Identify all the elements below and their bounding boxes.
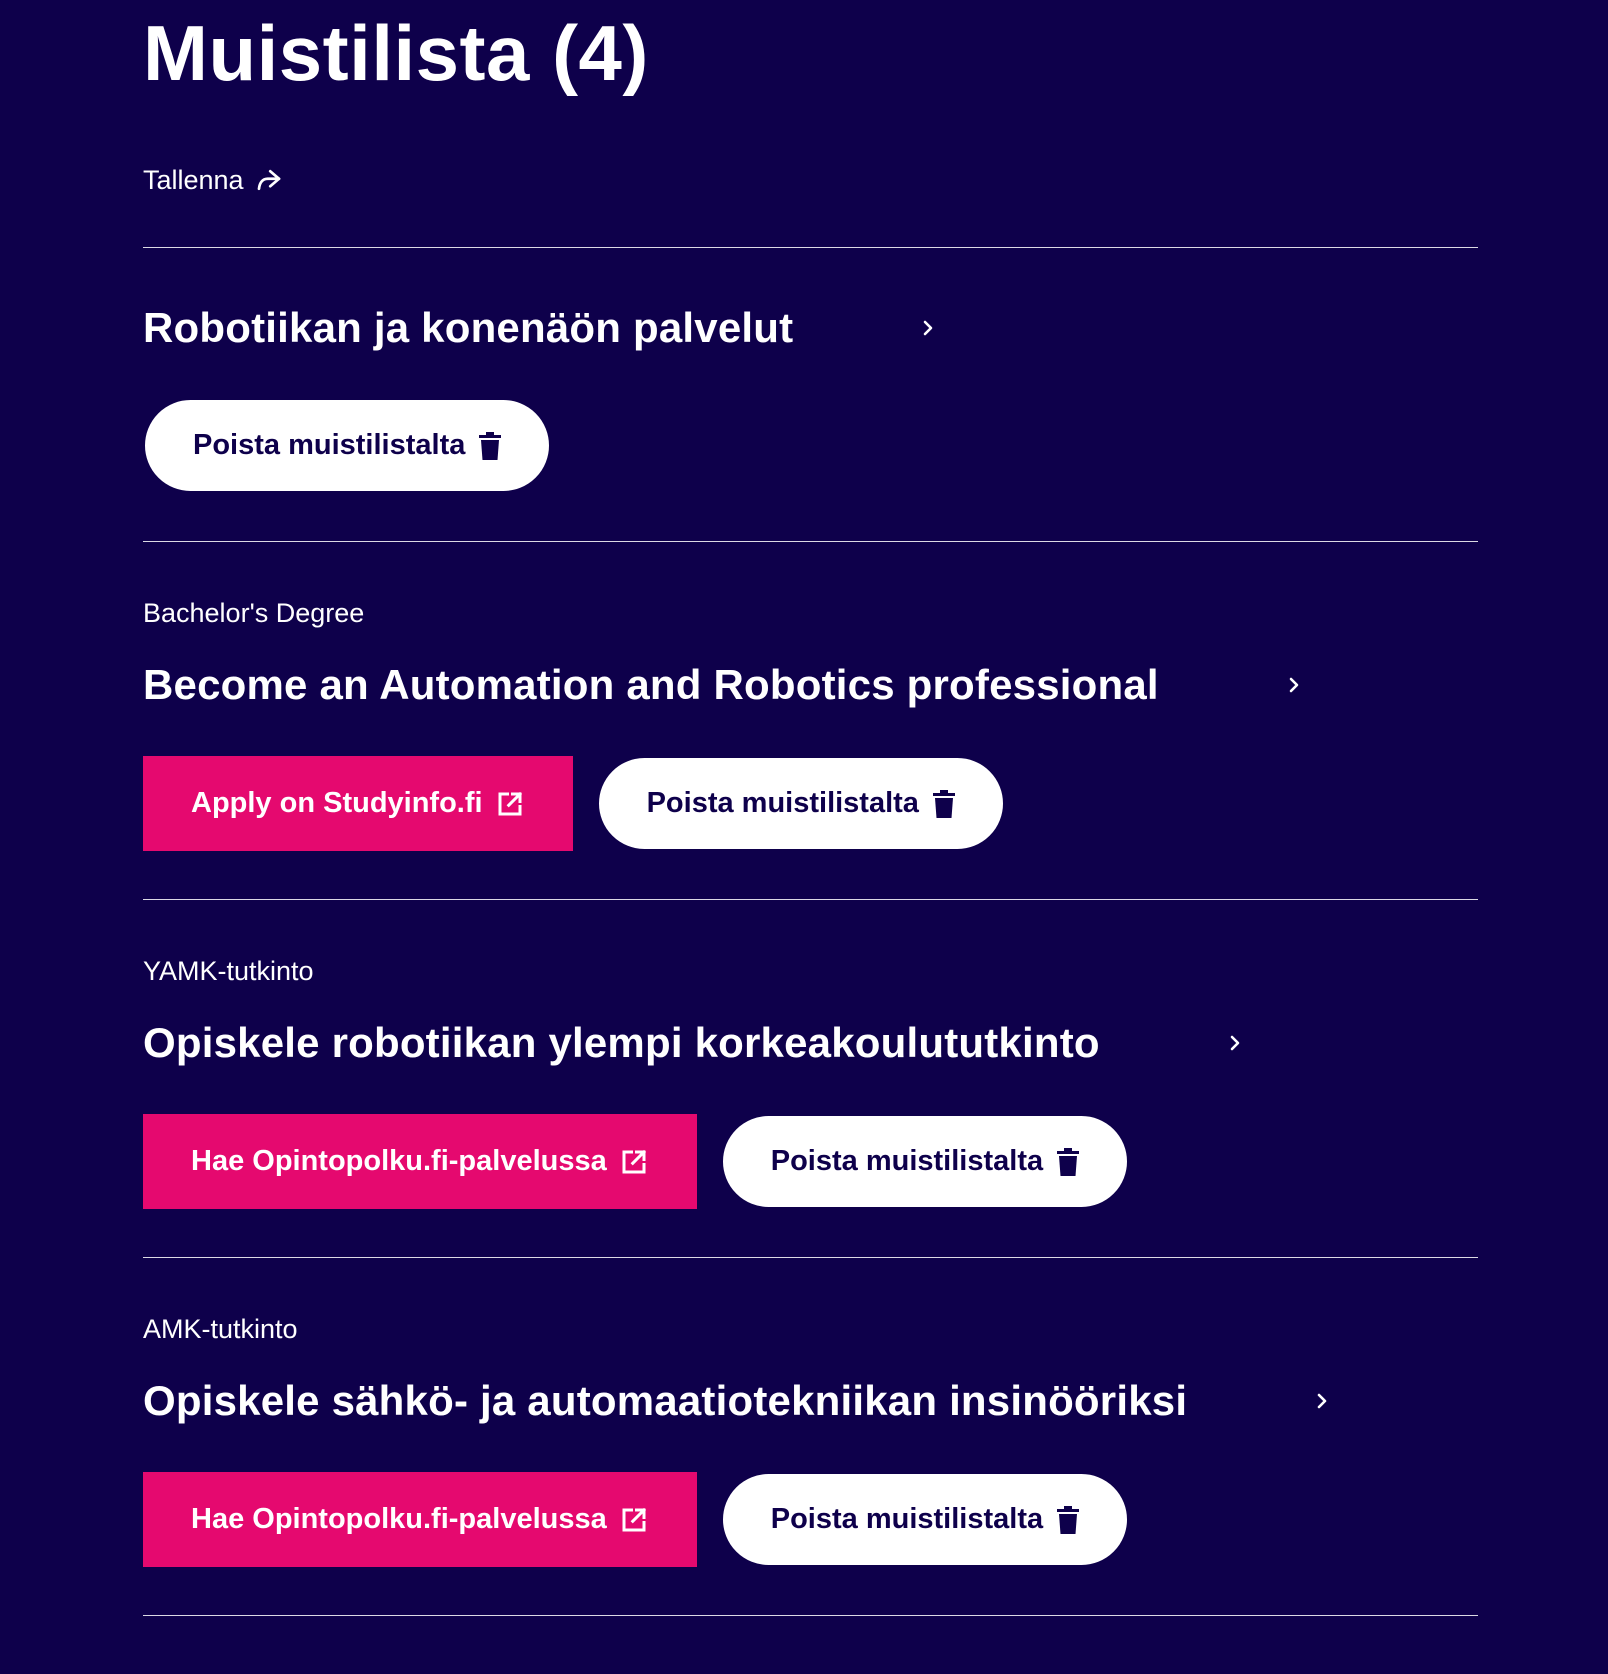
apply-button[interactable] [143, 756, 573, 851]
apply-button[interactable] [143, 1114, 697, 1209]
chevron-right-icon [1284, 675, 1304, 695]
item-actions [143, 1114, 1129, 1209]
item-category: YAMK-tutkinto [143, 956, 314, 986]
item-actions [143, 398, 551, 493]
remove-from-list-button[interactable] [597, 756, 1005, 851]
chevron-right-icon [1312, 1391, 1332, 1411]
favorite-item-4 [143, 1257, 1478, 1615]
item-title: Opiskele robotiikan ylempi korkeakoulututkinto [143, 1019, 1100, 1066]
favorite-item-1 [143, 247, 1478, 541]
external-link-icon [619, 1505, 649, 1535]
item-link[interactable] [143, 1377, 1332, 1424]
favorite-item-3 [143, 899, 1478, 1257]
save-label: Tallenna [143, 164, 244, 195]
item-title: Robotiikan ja konenäön palvelut [143, 304, 794, 351]
apply-label: Hae Opintopolku.fi-palvelussa [191, 1503, 607, 1535]
chevron-right-icon [918, 318, 938, 338]
divider [143, 1615, 1478, 1616]
item-link[interactable] [143, 1019, 1245, 1066]
share-arrow-icon [254, 165, 284, 195]
remove-from-list-button[interactable] [143, 398, 551, 493]
item-actions [143, 756, 1005, 851]
page-title: Muistilista (4) [143, 9, 649, 97]
external-link-icon [495, 789, 525, 819]
item-title: Opiskele sähkö- ja automaatiotekniikan insinööriksi [143, 1377, 1188, 1424]
remove-label: Poista muistilistalta [646, 787, 919, 819]
remove-from-list-button[interactable] [721, 1114, 1129, 1209]
apply-label: Apply on Studyinfo.fi [191, 787, 483, 819]
item-category: Bachelor's Degree [143, 598, 365, 628]
apply-button[interactable] [143, 1472, 697, 1567]
apply-label: Hae Opintopolku.fi-palvelussa [191, 1145, 607, 1177]
item-category: AMK-tutkinto [143, 1314, 298, 1344]
trash-icon [933, 790, 955, 818]
remove-from-list-button[interactable] [721, 1472, 1129, 1567]
favorite-item-2 [143, 541, 1478, 899]
item-link[interactable] [143, 304, 938, 351]
chevron-right-icon [1225, 1033, 1245, 1053]
item-link[interactable] [143, 661, 1304, 708]
trash-icon [1057, 1506, 1079, 1534]
trash-icon [479, 432, 501, 460]
remove-label: Poista muistilistalta [770, 1145, 1044, 1177]
item-actions [143, 1472, 1129, 1567]
remove-label: Poista muistilistalta [770, 1503, 1044, 1535]
external-link-icon [619, 1147, 649, 1177]
item-title: Become an Automation and Robotics professional [143, 661, 1159, 708]
save-link[interactable] [143, 165, 284, 195]
remove-label: Poista muistilistalta [193, 429, 466, 461]
trash-icon [1057, 1148, 1079, 1176]
